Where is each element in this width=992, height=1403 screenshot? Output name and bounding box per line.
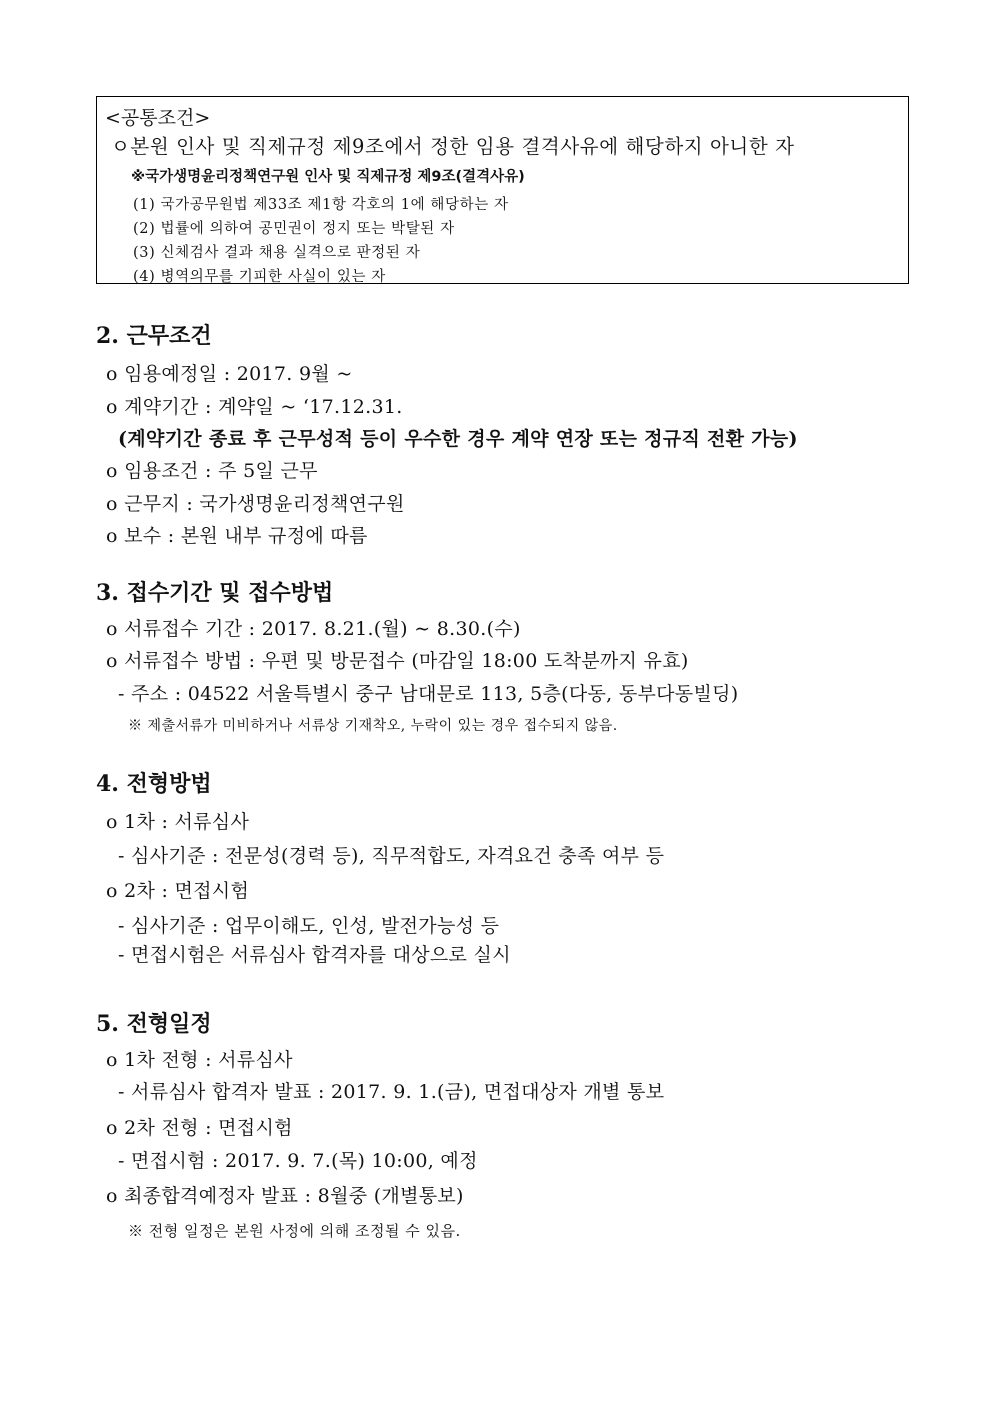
disqualification-item: (4) 병역의무를 기피한 사실이 있는 자 [133,269,386,285]
s4-first-criteria: - 심사기준 : 전문성(경력 등), 직무적합도, 자격요건 충족 여부 등 [118,845,665,867]
disqualification-item: (2) 법률에 의하여 공민권이 정지 또는 박탈된 자 [133,221,455,237]
s5-final-announcement: o 최종합격예정자 발표 : 8월중 (개별통보) [106,1185,464,1207]
s3-application-method: o 서류접수 방법 : 우편 및 방문접수 (마감일 18:00 도착분까지 유효) [106,650,689,672]
disqualification-item: (1) 국가공무원법 제33조 제1항 각호의 1에 해당하는 자 [133,197,509,213]
s5-second-stage: o 2차 전형 : 면접시험 [106,1117,293,1139]
common-conditions-title: <공통조건> [105,107,211,129]
s3-address: - 주소 : 04522 서울특별시 중구 남대문로 113, 5층(다동, 동부다동빌딩) [118,683,739,705]
s4-first-stage: o 1차 : 서류심사 [106,811,250,833]
section-3-heading: 3. 접수기간 및 접수방법 [96,580,334,606]
section-5-heading: 5. 전형일정 [96,1011,212,1037]
s2-contract-period: o 계약기간 : 계약일 ~ ‘17.12.31. [106,396,403,418]
s4-second-criteria: - 심사기준 : 업무이해도, 인성, 발전가능성 등 [118,915,500,937]
s5-note: ※ 전형 일정은 본원 사정에 의해 조정될 수 있음. [128,1222,461,1240]
s5-first-stage: o 1차 전형 : 서류심사 [106,1049,293,1071]
s2-workplace: o 근무지 : 국가생명윤리정책연구원 [106,493,405,515]
s2-employment-condition: o 임용조건 : 주 5일 근무 [106,460,318,482]
s4-interview-target: - 면접시험은 서류심사 합격자를 대상으로 실시 [118,944,511,966]
s5-first-announcement: - 서류심사 합격자 발표 : 2017. 9. 1.(금), 면접대상자 개별 통보 [118,1081,665,1103]
section-4-heading: 4. 전형방법 [96,771,212,797]
common-conditions-main: ㅇ본원 인사 및 직제규정 제9조에서 정한 임용 결격사유에 해당하지 아니한 자 [111,135,795,158]
s2-salary: o 보수 : 본원 내부 규정에 따름 [106,525,368,547]
disqualification-item: (3) 신체검사 결과 채용 실격으로 판정된 자 [133,245,421,261]
s2-contract-extension-note: (계약기간 종료 후 근무성적 등이 우수한 경우 계약 연장 또는 정규직 전환 가능) [118,428,798,450]
s3-note: ※ 제출서류가 미비하거나 서류상 기재착오, 누락이 있는 경우 접수되지 않음. [128,718,618,734]
common-conditions-box [96,96,909,284]
disqualification-note: ※국가생명윤리정책연구원 인사 및 직제규정 제9조(결격사유) [131,169,525,185]
s4-second-stage: o 2차 : 면접시험 [106,880,250,902]
s5-interview-date: - 면접시험 : 2017. 9. 7.(목) 10:00, 예정 [118,1150,478,1172]
s2-start-date: o 임용예정일 : 2017. 9월 ~ [106,363,353,385]
s3-application-period: o 서류접수 기간 : 2017. 8.21.(월) ∼ 8.30.(수) [106,618,521,640]
section-2-heading: 2. 근무조건 [96,323,212,349]
